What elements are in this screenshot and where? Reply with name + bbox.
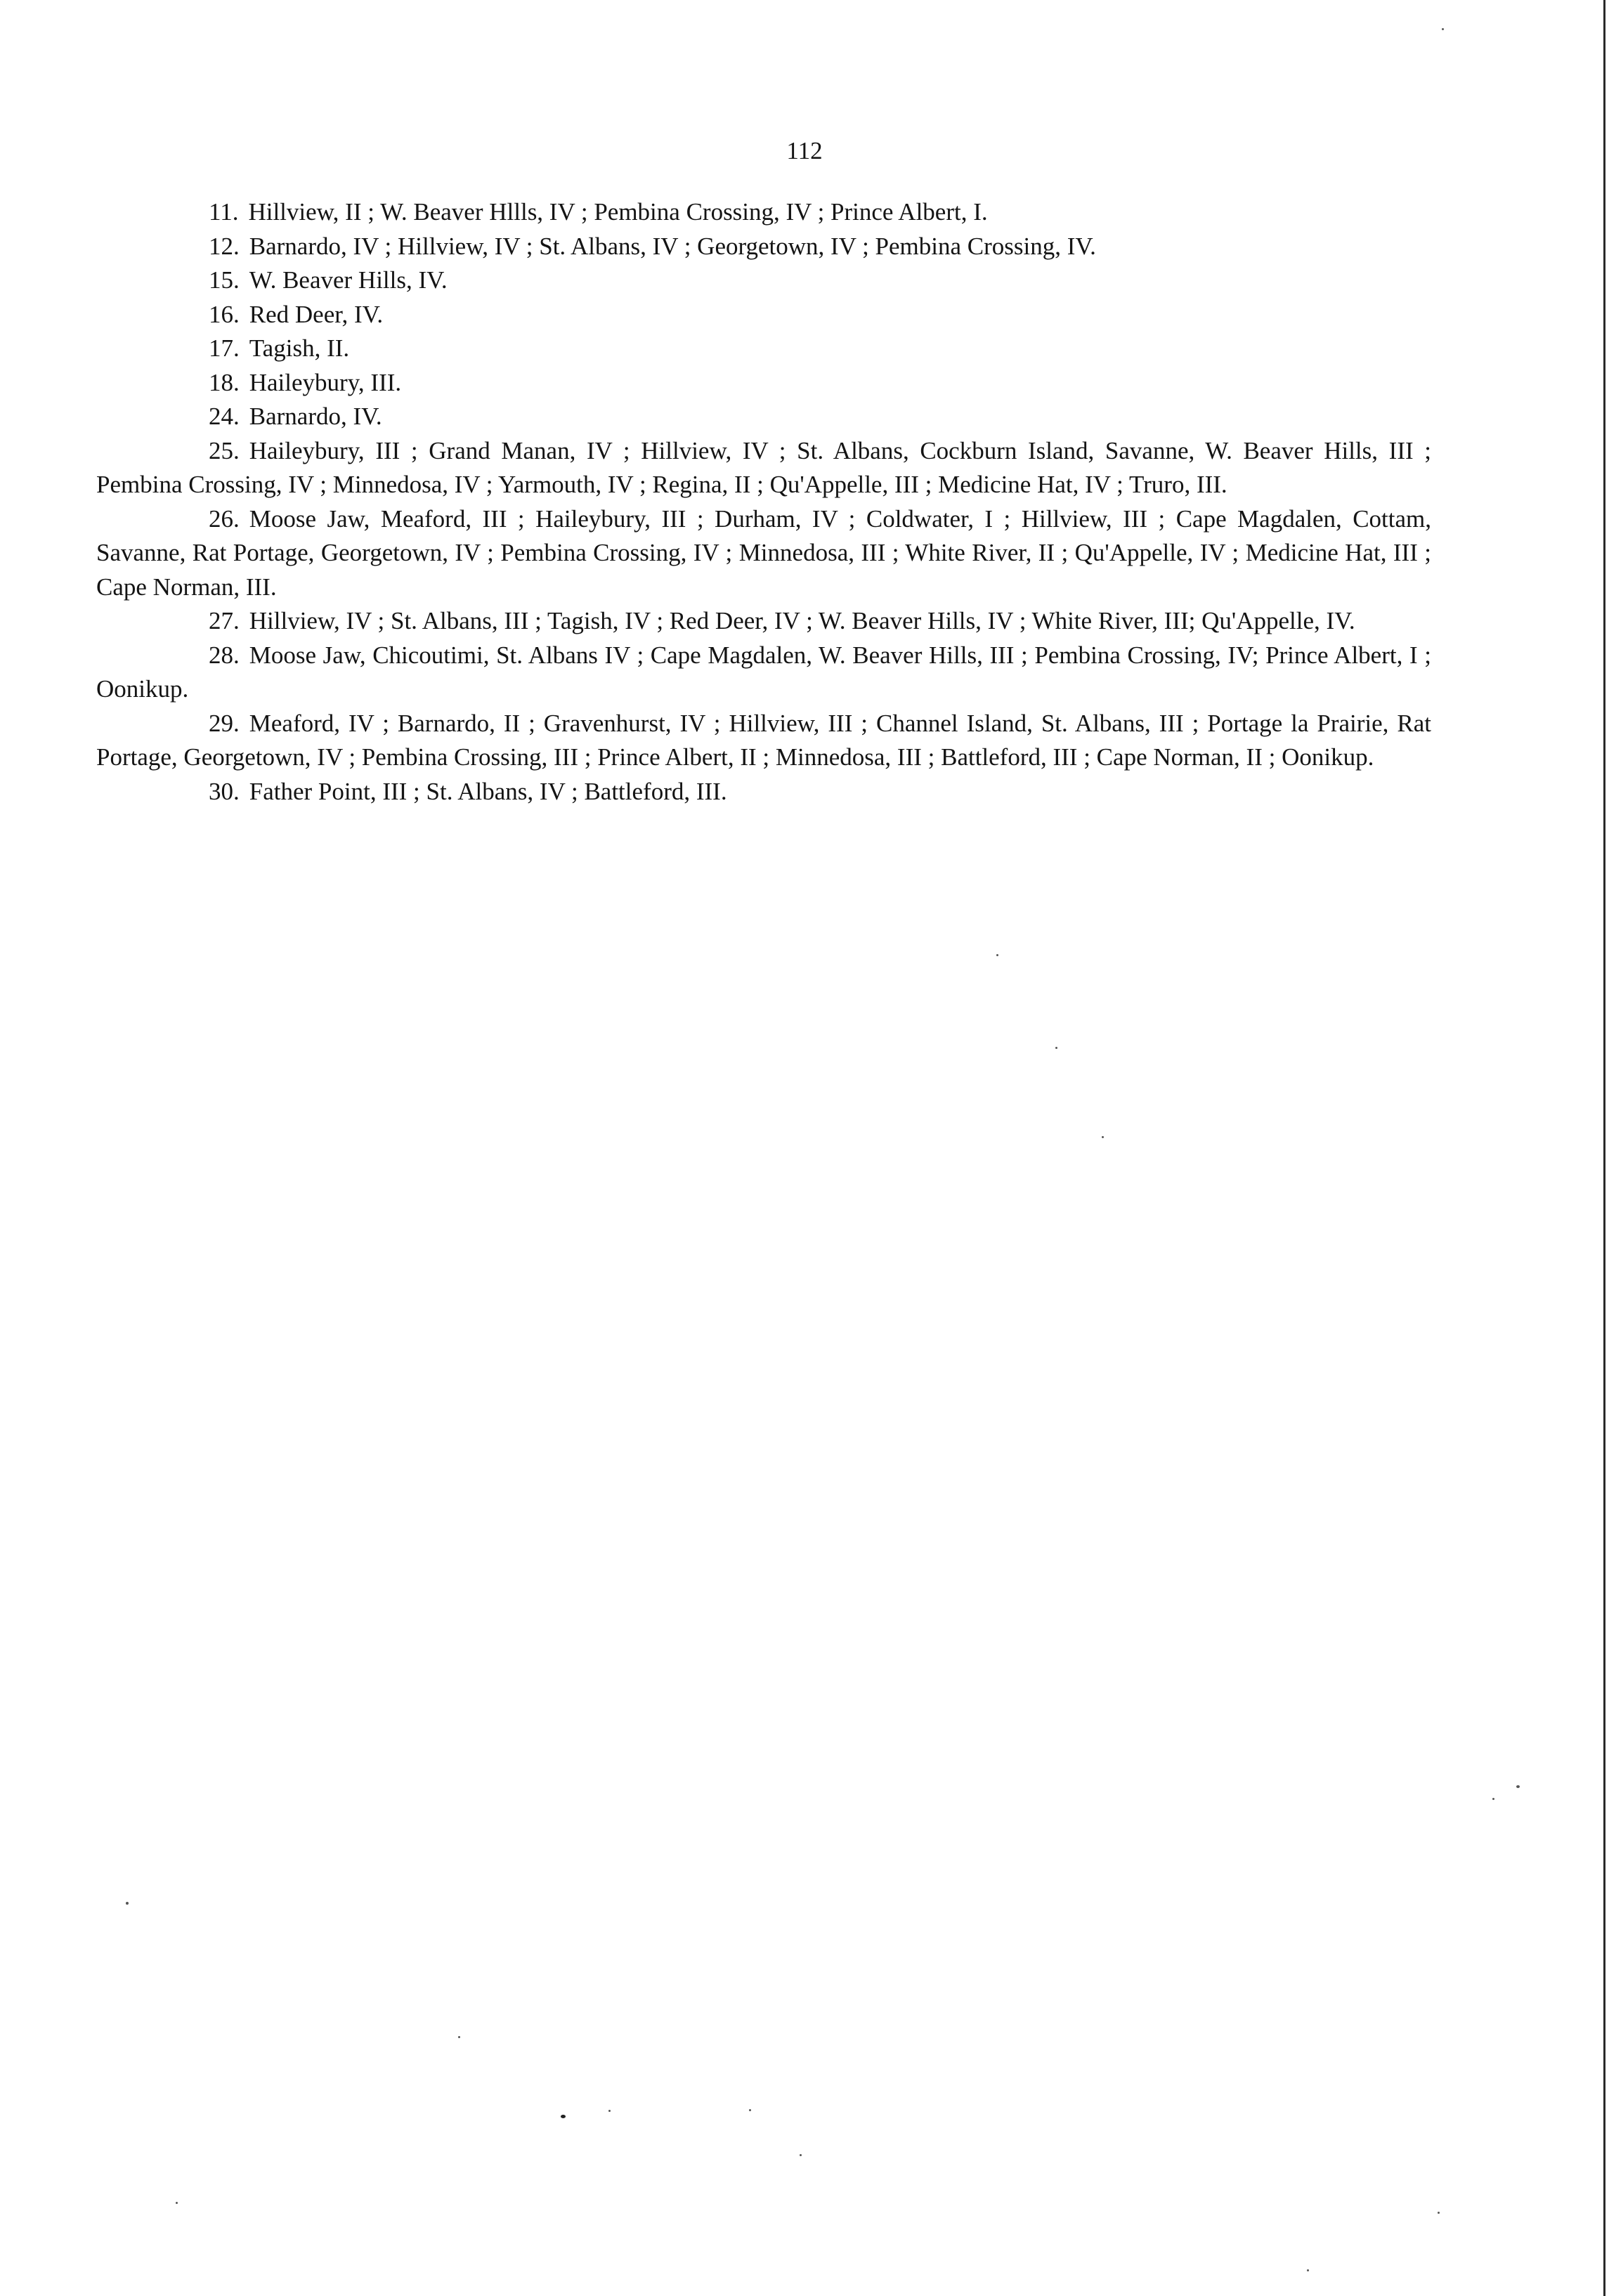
entry-text: Haileybury, III.	[249, 368, 402, 396]
entry-text: Barnardo, IV.	[249, 403, 382, 430]
scan-speck	[1102, 1136, 1104, 1138]
entry-number: 15.	[209, 266, 240, 294]
list-item	[96, 604, 1431, 639]
list-item	[96, 502, 1431, 605]
scan-speck	[1442, 28, 1444, 30]
list-item	[96, 298, 1431, 332]
scan-speck	[1307, 2269, 1309, 2271]
scan-speck	[749, 2109, 751, 2111]
list-item	[96, 230, 1431, 264]
scan-speck	[458, 2036, 460, 2038]
entry-number: 18.	[209, 368, 240, 396]
scan-speck	[800, 2154, 802, 2156]
list-item	[96, 366, 1431, 400]
entry-text: Red Deer, IV.	[249, 300, 384, 328]
scan-speck	[996, 954, 998, 956]
list-item	[96, 263, 1431, 298]
entry-number: 25.	[209, 436, 240, 464]
entry-number: 24.	[209, 403, 240, 430]
scan-speck	[176, 2202, 178, 2204]
entry-text: Barnardo, IV ; Hillview, IV ; St. Albans, IV ; Georgetown, IV ; Pembina Crossing, IV.	[249, 232, 1096, 260]
scan-speck	[561, 2115, 566, 2118]
scan-speck	[608, 2110, 611, 2112]
list-item	[96, 400, 1431, 434]
entry-number: 12.	[209, 232, 240, 260]
entry-text: Hillview, II ; W. Beaver Hllls, IV ; Pembina Crossing, IV ; Prince Albert, I.	[248, 198, 988, 226]
scan-speck	[1492, 1798, 1494, 1800]
entry-number: 28.	[209, 641, 240, 669]
list-item	[96, 775, 1431, 809]
entry-number: 11.	[209, 198, 239, 226]
list-item	[96, 639, 1431, 707]
list-item	[96, 195, 1431, 230]
scan-speck	[1438, 2212, 1440, 2214]
list-item	[96, 434, 1431, 502]
entry-text: W. Beaver Hills, IV.	[249, 266, 448, 294]
list-item	[96, 332, 1431, 366]
entry-text: Meaford, IV ; Barnardo, II ; Gravenhurst, IV ; Hillview, III ; Channel Island, St. Albans, III ; Portage la Prairie, Rat Portage, Georgetown, IV ; Pembina Crossing, III ; Prince Albert, II ; Minnedosa, III ; Battleford, III ; Cape Norman, II ; Oonikup.	[96, 709, 1431, 771]
entry-number: 30.	[209, 777, 240, 805]
entry-number: 29.	[209, 709, 240, 737]
entry-number: 27.	[209, 607, 240, 634]
entry-text: Moose Jaw, Chicoutimi, St. Albans IV ; Cape Magdalen, W. Beaver Hills, III ; Pembina Crossing, IV; Prince Albert, I ; Oonikup.	[96, 641, 1431, 703]
entry-text: Tagish, II.	[249, 334, 350, 362]
entry-number: 16.	[209, 300, 240, 328]
page-number: 112	[786, 137, 823, 164]
scan-speck	[1055, 1047, 1057, 1049]
page-edge-rule	[1603, 0, 1605, 2296]
entry-number: 17.	[209, 334, 240, 362]
entry-text: Moose Jaw, Meaford, III ; Haileybury, III ; Durham, IV ; Coldwater, I ; Hillview, III ; Cape Magdalen, Cottam, Savanne, Rat Portage, Georgetown, IV ; Pembina Crossing, IV ; Minnedosa, III ; White River, II ; Qu'Appelle, IV ; Medicine Hat, III ; Cape Norman, III.	[96, 504, 1431, 601]
entry-number: 26.	[209, 504, 240, 533]
entry-text: Hillview, IV ; St. Albans, III ; Tagish, IV ; Red Deer, IV ; W. Beaver Hills, IV ; White River, III; Qu'Appelle, IV.	[249, 607, 1355, 634]
entry-list	[96, 195, 1431, 809]
scan-speck	[1516, 1785, 1520, 1788]
list-item	[96, 707, 1431, 775]
scan-speck	[126, 1902, 129, 1905]
entry-text: Father Point, III ; St. Albans, IV ; Battleford, III.	[249, 777, 727, 805]
entry-text: Haileybury, III ; Grand Manan, IV ; Hillview, IV ; St. Albans, Cockburn Island, Savanne, W. Beaver Hills, III ; Pembina Crossing, IV ; Minnedosa, IV ; Yarmouth, IV ; Regina, II ; Qu'Appelle, III ; Medicine Hat, IV ; Truro, III.	[96, 436, 1431, 498]
